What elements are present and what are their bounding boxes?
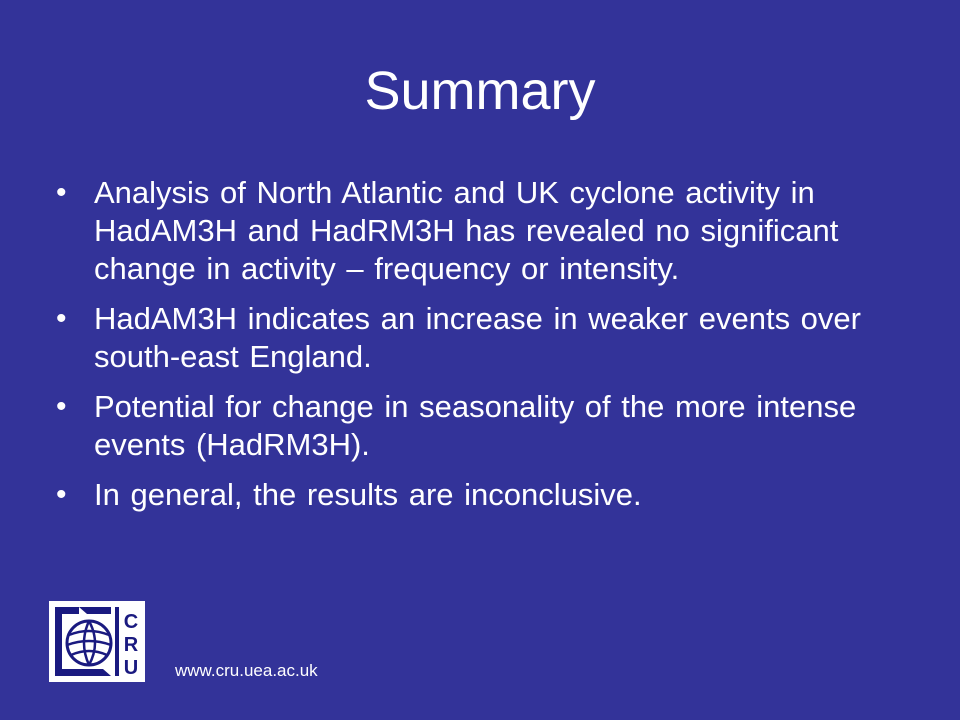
logo-letter: C	[123, 611, 139, 633]
logo-letter: R	[123, 634, 139, 656]
bullet-text: HadAM3H indicates an increase in weaker events over south-east England.	[94, 301, 861, 374]
bullet-icon: •	[56, 302, 67, 335]
bullet-item	[56, 476, 916, 514]
bullet-text: Analysis of North Atlantic and UK cyclone activity in HadAM3H and HadRM3H has revealed no significant change in activity – frequency or intensity.	[94, 175, 839, 286]
bullet-icon: •	[56, 390, 67, 423]
logo-letter: U	[123, 657, 139, 679]
bullet-icon: •	[56, 478, 67, 511]
website-url: www.cru.uea.ac.uk	[175, 661, 318, 680]
bullet-text: Potential for change in seasonality of the more intense events (HadRM3H).	[94, 389, 857, 462]
bullet-item	[56, 300, 916, 376]
cru-logo	[49, 601, 145, 682]
cru-logo-icon	[49, 601, 145, 682]
bullet-icon: •	[56, 176, 67, 209]
bullet-text: In general, the results are inconclusive.	[94, 477, 642, 512]
bullet-item	[56, 174, 916, 288]
slide-title: Summary	[364, 61, 596, 121]
bullet-list	[56, 174, 916, 526]
bullet-item	[56, 388, 916, 464]
